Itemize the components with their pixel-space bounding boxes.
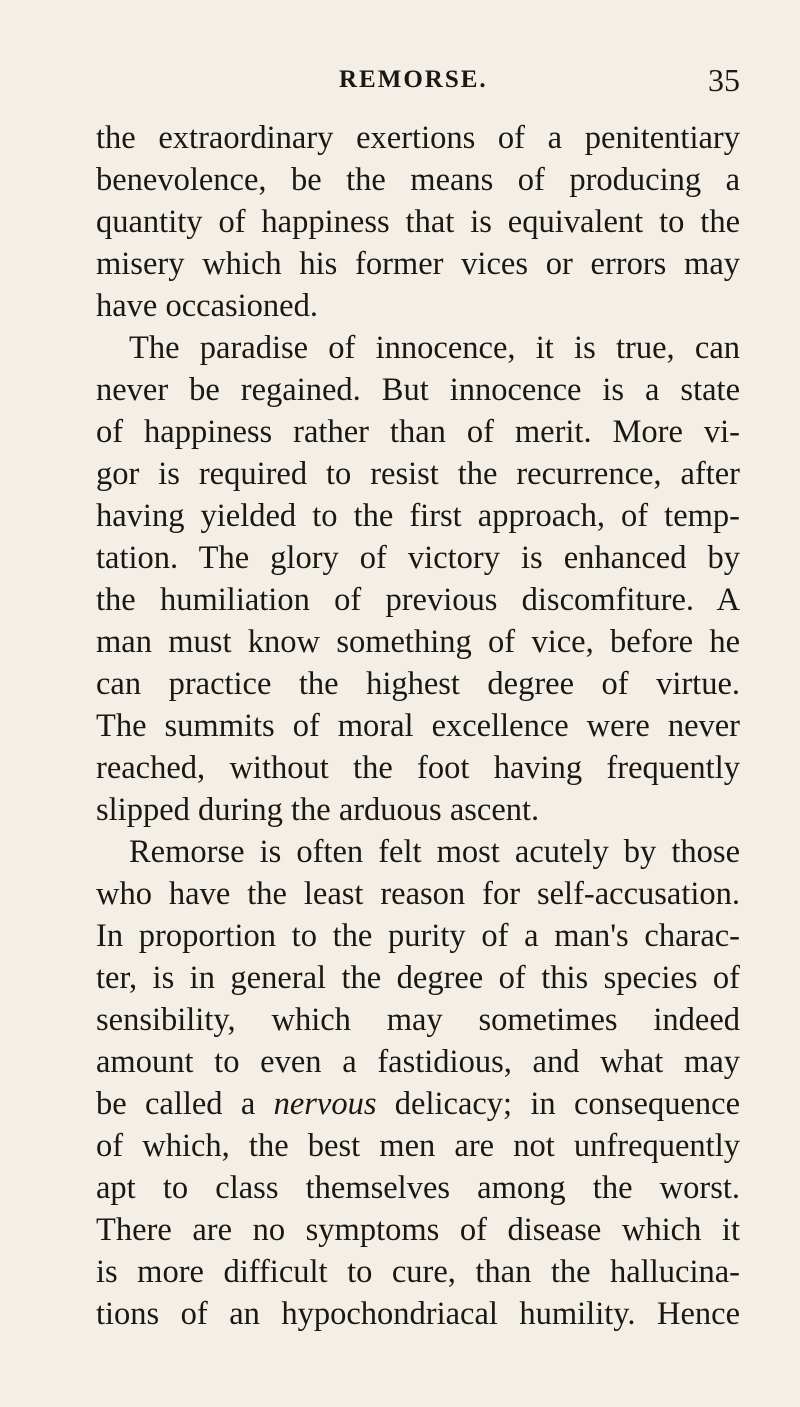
italic-word: nervous: [273, 1086, 377, 1122]
text-line: ter, is in general the degree of this species of: [96, 960, 740, 996]
text-line: the humiliation of previous discomfiture. A: [96, 582, 740, 618]
text-line: man must know something of vice, before he: [96, 624, 740, 660]
text-line: gor is required to resist the recurrence, after: [96, 456, 740, 492]
text-line: sensibility, which may sometimes indeed: [96, 1002, 740, 1038]
text-line: The summits of moral excellence were never: [96, 708, 740, 744]
text-line: quantity of happiness that is equivalent to the: [96, 204, 740, 240]
text-line: never be regained. But innocence is a state: [96, 372, 740, 408]
text-line: have occasioned.: [96, 288, 318, 324]
paragraph-start-line: The paradise of innocence, it is true, can: [129, 330, 740, 366]
text-segment: delicacy; in consequence: [376, 1086, 740, 1122]
text-line: having yielded to the first approach, of temp-: [96, 498, 740, 534]
text-segment: be called a: [96, 1086, 274, 1122]
running-title: REMORSE.: [339, 66, 488, 93]
text-line: slipped during the arduous ascent.: [96, 792, 540, 828]
text-line: apt to class themselves among the worst.: [96, 1170, 740, 1206]
text-line: the extraordinary exertions of a penitentiary: [96, 120, 740, 156]
text-line: benevolence, be the means of producing a: [96, 162, 740, 198]
body-text: [96, 117, 740, 1335]
text-line: can practice the highest degree of virtue.: [96, 666, 740, 702]
text-line: misery which his former vices or errors may: [96, 246, 740, 282]
text-line: There are no symptoms of disease which it: [96, 1212, 740, 1248]
text-line: tions of an hypochondriacal humility. Hence: [96, 1296, 740, 1332]
text-line: In proportion to the purity of a man's charac-: [96, 918, 740, 954]
text-line: reached, without the foot having frequently: [96, 750, 740, 786]
running-head: [96, 60, 740, 100]
text-line: amount to even a fastidious, and what may: [96, 1044, 740, 1080]
page-number: 35: [708, 62, 740, 98]
text-line: tation. The glory of victory is enhanced by: [96, 540, 740, 576]
paragraph-start-line: Remorse is often felt most acutely by those: [129, 834, 740, 870]
text-line: [96, 1083, 740, 1125]
text-line: is more difficult to cure, than the hallucina-: [96, 1254, 740, 1290]
text-line: of happiness rather than of merit. More vi-: [96, 414, 740, 450]
text-line: who have the least reason for self-accusation.: [96, 876, 740, 912]
text-line: of which, the best men are not unfrequently: [96, 1128, 740, 1164]
